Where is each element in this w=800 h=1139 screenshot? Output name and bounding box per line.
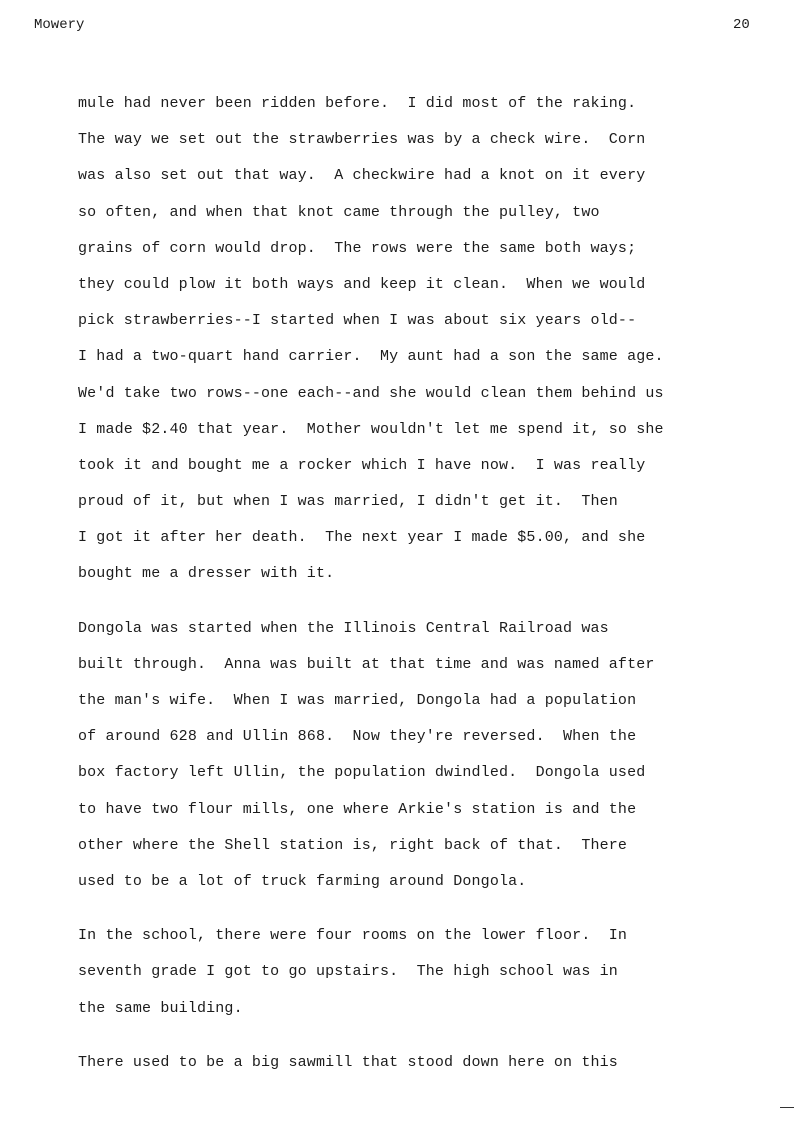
text-line: the man's wife. When I was married, Dongola had a population [78,692,637,709]
text-line: I got it after her death. The next year I made $5.00, and she [78,529,646,547]
text-line: used to be a lot of truck farming around Dongola. [78,872,527,890]
text-line: they could plow it both ways and keep it clean. When we would [78,275,646,293]
text-line: grains of corn would drop. The rows were the same both ways; [78,239,637,257]
paragraph-strawberries [78,86,793,593]
text-line: In the school, there were four rooms on the lower floor. In [78,927,628,945]
text-line: The way we set out the strawberries was by a check wire. Corn [78,131,646,149]
text-line: box factory left Ullin, the population dwindled. Dongola used [78,764,646,782]
text-line: so often, and when that knot came through the pulley, two [78,203,600,221]
text-line: I made $2.40 that year. Mother wouldn't let me spend it, so she [78,420,664,438]
text-line: We'd take two rows--one each--and she would clean them behind us [78,384,664,402]
paragraph-dongola [78,611,793,901]
page-number: 20 [733,17,750,33]
paragraph-sawmill [78,1045,793,1081]
page-edge-mark [780,1107,794,1108]
header-author: Mowery [34,17,85,33]
paragraph-school [78,918,793,1027]
text-line: Dongola was started when the Illinois Central Railroad was [78,619,609,637]
body-text [78,86,793,1081]
text-line: mule had never been ridden before. I did most of the raking. [78,95,637,112]
text-line: the same building. [78,999,243,1017]
text-line: to have two flour mills, one where Arkie's station is and the [78,800,637,818]
text-line: of around 628 and Ullin 868. Now they're reversed. When the [78,728,637,746]
text-line: proud of it, but when I was married, I didn't get it. Then [78,493,618,511]
text-line: took it and bought me a rocker which I have now. I was really [78,456,646,474]
text-line: I had a two-quart hand carrier. My aunt had a son the same age. [78,348,664,366]
text-line: There used to be a big sawmill that stood down here on this [78,1053,618,1071]
text-line: pick strawberries--I started when I was about six years old-- [78,312,637,330]
text-line: built through. Anna was built at that time and was named after [78,655,655,673]
text-line: seventh grade I got to go upstairs. The high school was in [78,963,618,981]
text-line: other where the Shell station is, right back of that. There [78,836,628,854]
text-line: was also set out that way. A checkwire had a knot on it every [78,167,646,185]
text-line: bought me a dresser with it. [78,565,335,583]
